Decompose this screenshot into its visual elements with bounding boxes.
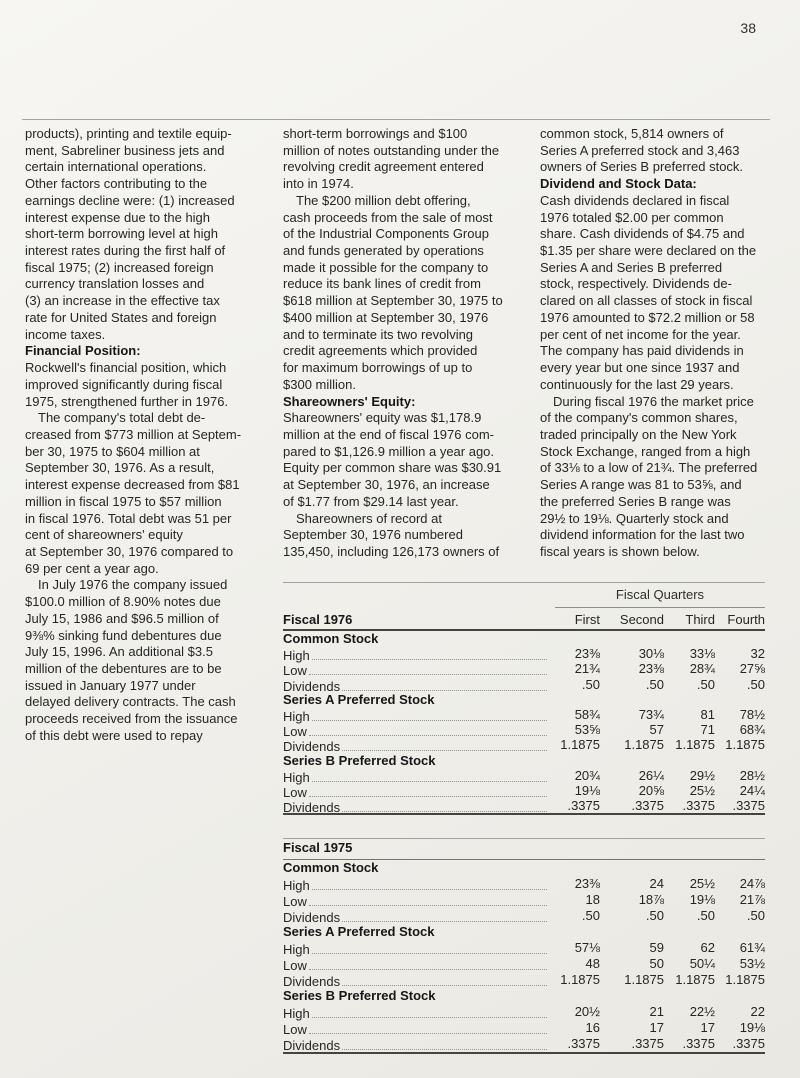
table-value: 24 [649,876,664,891]
table-value: 25½ [689,782,715,798]
table-row-low [283,661,765,679]
row-label-cell [283,1036,555,1054]
table-value: 28½ [739,767,765,783]
table-value: 21⅞ [739,892,765,907]
table-value: 1.1875 [624,972,664,987]
dotted-leader [309,722,547,736]
paragraph: Shareowners' equity was $1,178.9 million at the end of fiscal 1976 com- pared to $1,126.9 million a year ago. Equity per common share was $30.91 at September 30, 1976, an increase of $1.77 from $29.14 last year. [283,410,502,509]
row-label: High [283,708,310,724]
table-row-high [283,768,765,783]
table-value: .3375 [567,798,600,814]
row-label: Low [283,784,307,800]
dotted-leader [312,876,547,890]
paragraph: The $200 million debt offering, cash proceeds from the sale of most of the Industrial Components Group and funds generated by operations made it possible for the company to reduce its bank lines of credit from $618 million at September 30, 1975 to $400 million at September 30, 1976 and to terminate its two revolving credit agreements which provided for maximum borrowings of up to $300 million. [283,192,503,392]
table-section-name: Series B Preferred Stock [283,752,436,768]
table-value: .3375 [732,1036,765,1051]
table-value: 61¾ [739,940,765,955]
table-value: 23⅜ [574,646,600,662]
table-row-high [283,876,765,892]
table-value: 50 [649,956,664,971]
table-value: .50 [696,676,715,692]
table-value: .3375 [732,798,765,814]
table-section-row [283,924,765,940]
table-value: .3375 [682,1036,715,1051]
quarter-header-third: Third [685,612,715,627]
table-value: 50¼ [689,956,715,971]
table-value: .50 [746,908,765,923]
table-section-row [283,631,765,646]
text-column-right [540,126,778,561]
dotted-leader [312,940,547,954]
table-row-dividends [283,1036,765,1052]
table-section-row [283,692,765,707]
table-value: .50 [696,908,715,923]
row-label: Low [283,1022,307,1037]
table-section-name: Series B Preferred Stock [283,988,436,1003]
stock-table-fiscal-1976 [283,582,765,815]
row-label: Dividends [283,910,341,925]
section-heading: Shareowners' Equity: [283,393,416,409]
table-section-name: Series A Preferred Stock [283,691,435,707]
dotted-leader [342,972,547,986]
table-value: 22½ [689,1004,715,1019]
table-value: 18⅞ [638,892,664,907]
table-title: Fiscal 1976 [283,612,353,627]
paragraph: In July 1976 the company issued $100.0 million of 8.90% notes due July 15, 1986 and $96.5 million of 9⅜% sinking fund debentures due July 15, 1996. An additional $3.5 million of the debentures are to be issued in January 1977 under delayed delivery contracts. The cash proceeds received from the issuance of this debt were used to repay [25,577,238,743]
table-value: 17 [649,1020,664,1035]
table-value: 20⅝ [638,782,664,798]
table-value: 78½ [739,706,765,722]
table-section-row [283,860,765,876]
table-value: 81 [700,706,715,722]
table-value: 24¼ [739,782,765,798]
dotted-leader [312,768,547,782]
table-value: 1.1875 [675,972,715,987]
table-value: 57 [649,722,664,738]
table-row-low [283,1020,765,1036]
row-label-cell [283,798,555,815]
paragraph: products), printing and textile equip- ment, Sabreliner business jets and certain international operations. Other factors contributing to the earnings decline were: (1) increased interest expense due to the high short-term borrowing level at high interest rates during the first half of fiscal 1975; (2) increased foreign currency translation losses and (3) an increase in the effective tax rate for United States and foreign income taxes. [25,126,235,342]
paragraph: Cash dividends declared in fiscal 1976 totaled $2.00 per common share. Cash dividends of $4.75 and $1.35 per share were declared on the Series A and Series B preferred stock, respectively. Dividends de- clared on all classes of stock in fiscal 1976 amounted to $72.2 million or 58 per cent of net income for the year. The company has paid dividends in every year but one since 1937 and continuously for the last 29 years. [540,192,757,392]
table-value: .50 [746,676,765,692]
paragraph: short-term borrowings and $100 million of notes outstanding under the revolving credit agreement entered into in 1974. [283,126,500,192]
row-label: High [283,878,310,893]
row-label: High [283,942,310,957]
table-value: 27⅝ [739,661,765,677]
table-value: 62 [700,940,715,955]
table-value: 71 [700,722,715,738]
fiscal-quarters-header-row [283,583,765,608]
table-row-dividends [283,972,765,988]
table-row-dividends [283,798,765,816]
table-value: 20¾ [574,767,600,783]
page-number: 38 [740,20,756,36]
table-value: .3375 [631,1036,664,1051]
table-value: 1.1875 [725,972,765,987]
table-value: 16 [585,1020,600,1035]
table-value: 21 [649,1004,664,1019]
dotted-leader [312,646,547,660]
table-section-row [283,753,765,768]
table-value: 58¾ [574,706,600,722]
table-value: 24⅞ [739,876,765,891]
table-value: 59 [649,940,664,955]
fiscal-quarters-label: Fiscal Quarters [555,583,765,608]
text-column-middle [283,126,535,561]
table-value: 1.1875 [560,737,600,753]
paragraph: The company's total debt de- creased from $773 million at Septem- ber 30, 1975 to $604 million at September 30, 1976. As a result, interest expense decreased from $81 million in fiscal 1975 to $57 million in fiscal 1976. Total debt was 51 per cent of shareowners' equity at September 30, 1976 compared to 69 per cent a year ago. [25,410,242,576]
table-value: 29½ [689,767,715,783]
table-value: 23⅜ [638,661,664,677]
dotted-leader [309,892,547,906]
row-label: Dividends [283,678,341,694]
paragraph: Rockwell's financial position, which improved significantly during fiscal 1975, strengthened further in 1976. [25,360,229,409]
header-rule [22,119,770,120]
table-value: .50 [645,908,664,923]
dotted-leader [309,1020,547,1034]
table-title: Fiscal 1975 [283,840,353,855]
table-value: 48 [585,956,600,971]
dotted-leader [342,908,547,922]
table-value: 18 [585,892,600,907]
table-row-dividends [283,908,765,924]
spanner-spacer [283,583,555,608]
row-label: High [283,769,310,785]
table-value: 57⅛ [574,940,600,955]
table-header-row [283,608,765,631]
table-row-high [283,940,765,956]
row-label: High [283,648,310,664]
table-value: 1.1875 [675,737,715,753]
table-row-low [283,783,765,798]
table-row-high [283,646,765,664]
section-heading: Financial Position: [25,343,141,359]
table-value: 19⅛ [689,892,715,907]
paragraph: Shareowners of record at September 30, 1976 numbered 135,450, including 126,173 owners of [283,510,500,559]
table-row-high [283,1004,765,1020]
table-section-name: Common Stock [283,860,379,875]
table-value: 19⅛ [739,1020,765,1035]
table-value: 33⅛ [689,646,715,662]
table-body [283,860,765,1052]
stock-table-fiscal-1975 [283,838,765,1054]
paragraph: During fiscal 1976 the market price of the company's common shares, traded principally on the New York Stock Exchange, ranged from a high of 33⅛ to a low of 21¾. The preferred Series A range was 81 to 53⅝, and the preferred Series B range was 29½ to 19⅛. Quarterly stock and dividend information for the last two fiscal years is shown below. [540,393,758,559]
table-value: 1.1875 [560,972,600,987]
table-value: .50 [581,908,600,923]
table-value: 23⅜ [574,876,600,891]
text-column-left [25,126,277,745]
row-label: Dividends [283,974,341,989]
table-value: .50 [645,676,664,692]
table-section-name: Common Stock [283,631,379,646]
table-row-low [283,956,765,972]
table-value: .50 [581,676,600,692]
row-label: Low [283,724,307,740]
table-value: 30⅛ [638,646,664,662]
row-label: Low [283,663,307,679]
table-value: 32 [750,646,765,662]
dotted-leader [342,1036,547,1050]
row-label: Low [283,958,307,973]
table-row-high [283,707,765,722]
table-section-row [283,988,765,1004]
table-value: 1.1875 [725,737,765,753]
table-value: .3375 [682,798,715,814]
dotted-leader [342,737,547,751]
quarter-header-second: Second [619,612,664,627]
quarter-header-fourth: Fourth [727,612,765,627]
table-row-dividends [283,737,765,755]
row-label: Low [283,894,307,909]
table-value: .3375 [631,798,664,814]
dotted-leader [342,798,547,812]
table-section-name: Series A Preferred Stock [283,924,435,939]
dotted-leader [312,1004,547,1018]
table-value: 26¼ [638,767,664,783]
table-value: 25½ [689,876,715,891]
table-value: 22 [750,1004,765,1019]
quarter-header-first: First [574,612,600,627]
table-value: 73¾ [638,706,664,722]
row-label: Dividends [283,739,341,755]
table-value: 21¾ [574,661,600,677]
table-value: .3375 [567,1036,600,1051]
paragraph: common stock, 5,814 owners of Series A preferred stock and 3,463 owners of Series B preferred stock. [540,126,744,175]
table-value: 20½ [574,1004,600,1019]
table-value: 19⅛ [574,782,600,798]
table-value: 53½ [739,956,765,971]
table-value: 28¾ [689,661,715,677]
dotted-leader [342,677,547,691]
table-row-low [283,892,765,908]
dotted-leader [309,783,547,797]
table-body [283,631,765,816]
row-label: Dividends [283,800,341,816]
row-label: Dividends [283,1038,341,1053]
dotted-leader [309,956,547,970]
table-header-row [283,839,765,860]
table-value: 68¾ [739,722,765,738]
table-value: 1.1875 [624,737,664,753]
row-label: High [283,1006,310,1021]
table-row-dividends [283,677,765,692]
table-value: 53⅝ [574,722,600,738]
table-value: 17 [700,1020,715,1035]
table-row-low [283,722,765,740]
section-heading: Dividend and Stock Data: [540,176,697,192]
dotted-leader [312,707,547,721]
dotted-leader [309,661,547,675]
